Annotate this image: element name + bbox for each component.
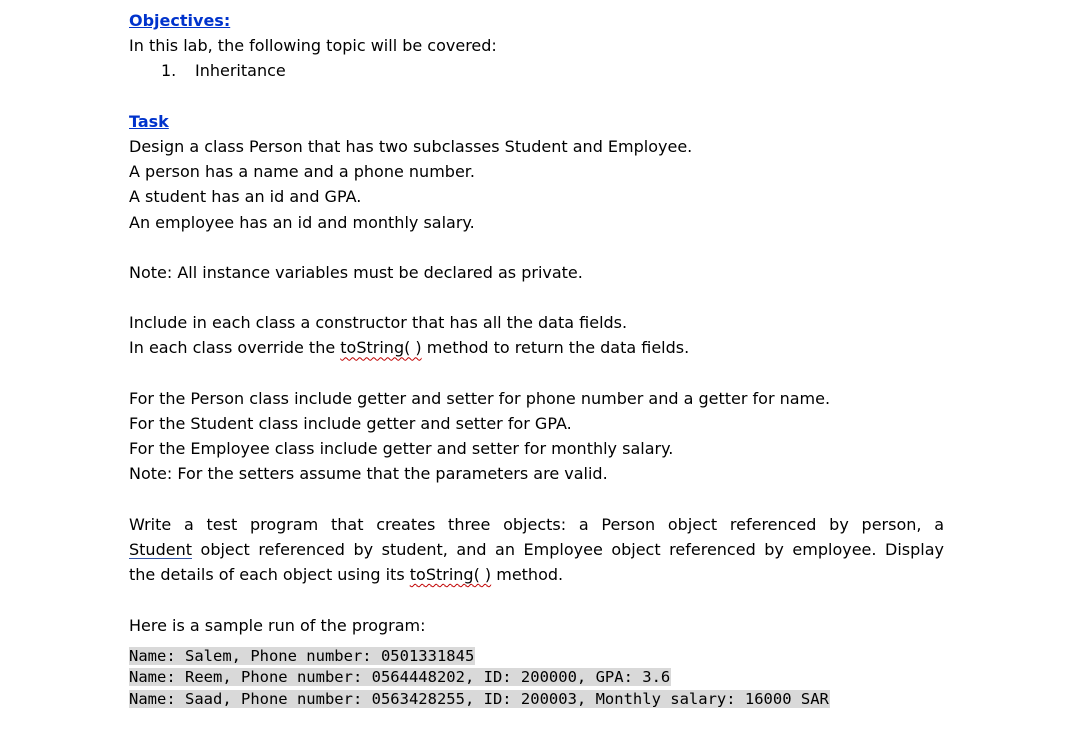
- test-paragraph-line-2: [129, 537, 944, 562]
- getter-line-2: For the Student class include getter and setter for GPA.: [129, 414, 572, 433]
- sample-intro: Here is a sample run of the program:: [129, 615, 426, 635]
- test-paragraph-line-3: [129, 562, 944, 587]
- task-line-4: An employee has an id and monthly salary.: [129, 212, 475, 232]
- task-line-1: Design a class Person that has two subclasses Student and Employee.: [129, 136, 693, 156]
- task-heading: Task: [129, 111, 169, 131]
- objectives-list-item: [129, 58, 944, 83]
- line3-before: the details of each object using its: [129, 565, 410, 585]
- line3-after: method.: [491, 565, 564, 585]
- constructor-line: Include in each class a constructor that has all the data fields.: [129, 313, 628, 333]
- test-paragraph-line-2-rest: object referenced by student, and an Employee object referenced by employee. Display: [191, 539, 944, 559]
- task-line-2: A person has a name and a phone number.: [129, 162, 475, 182]
- sample-output-line: Name: Reem, Phone number: 0564448202, ID: 200000, GPA: 3.6: [129, 668, 671, 687]
- test-paragraph-line-1: Write a test program that creates three objects: a Person object referenced by person, a: [129, 514, 944, 534]
- student-word: Student: [129, 539, 192, 559]
- objectives-heading: Objectives:: [129, 11, 231, 30]
- getter-line-1: For the Person class include getter and setter for phone number and a getter for name.: [129, 388, 831, 408]
- tostring-method-ref-2: toString( ): [409, 565, 492, 585]
- override-text-after: method to return the data fields.: [421, 338, 690, 358]
- getter-line-3: For the Employee class include getter and setter for monthly salary.: [129, 439, 674, 459]
- document-content: [129, 8, 944, 710]
- override-line: [129, 335, 944, 360]
- task-line-3: A student has an id and GPA.: [129, 187, 362, 207]
- tostring-method-ref: toString( ): [340, 338, 422, 358]
- getter-line-4: Note: For the setters assume that the parameters are valid.: [129, 464, 608, 484]
- override-text-before: In each class override the: [129, 338, 341, 358]
- note-private: Note: All instance variables must be declared as private.: [129, 262, 583, 282]
- objectives-intro: In this lab, the following topic will be covered:: [129, 36, 497, 56]
- sample-output-block: [129, 646, 944, 711]
- sample-output-line: Name: Salem, Phone number: 0501331845: [129, 646, 475, 665]
- list-number: 1.: [161, 61, 177, 81]
- sample-output-line: Name: Saad, Phone number: 0563428255, ID: 200003, Monthly salary: 16000 SAR: [129, 689, 829, 708]
- list-item-text: Inheritance: [195, 61, 286, 81]
